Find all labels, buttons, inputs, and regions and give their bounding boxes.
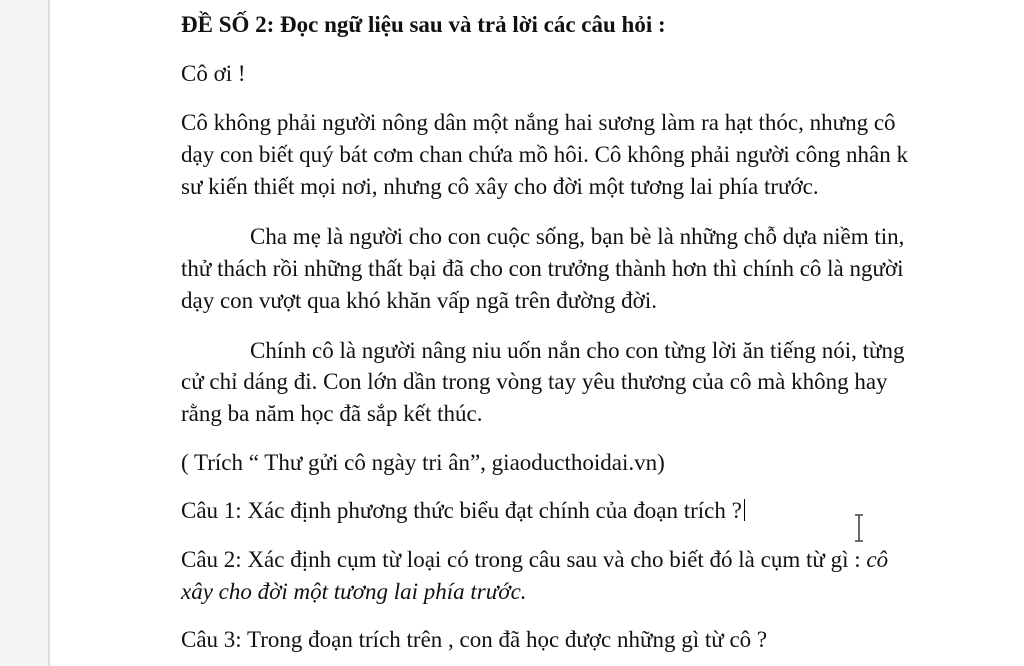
question-1 <box>181 495 745 526</box>
question-3: Câu 3: Trong đoạn trích trên , con đã học được những gì từ cô ? <box>181 627 768 652</box>
question-2-line1 <box>181 544 888 575</box>
page-edge <box>48 0 50 666</box>
question-1-text: Câu 1: Xác định phương thức biểu đạt chính của đoạn trích ? <box>181 498 742 523</box>
paragraph1-line3: sư kiến thiết mọi nơi, nhưng cô xây cho đời một tương lai phía trước. <box>181 174 819 199</box>
ibeam-cursor-icon <box>853 514 865 542</box>
paragraph3-line3: rằng ba năm học đã sắp kết thúc. <box>181 401 483 426</box>
greeting: Cô ơi ! <box>181 61 246 86</box>
paragraph1-line1: Cô không phải người nông dân một nắng hai sương làm ra hạt thóc, nhưng cô <box>181 110 896 135</box>
exam-title: ĐỀ SỐ 2: Đọc ngữ liệu sau và trả lời các câu hỏi : <box>181 12 666 37</box>
question-2-text: Câu 2: Xác định cụm từ loại có trong câu sau và cho biết đó là cụm từ gì : <box>181 547 867 572</box>
citation: ( Trích “ Thư gửi cô ngày tri ân”, giaoducthoidai.vn) <box>181 450 665 475</box>
text-caret <box>744 499 745 521</box>
paragraph2-line1: Cha mẹ là người cho con cuộc sống, bạn bè là những chỗ dựa niềm tin, <box>250 224 905 249</box>
question-2-quote-start: cô <box>866 547 889 572</box>
paragraph2-line2: thử thách rồi những thất bại đã cho con trưởng thành hơn thì chính cô là người <box>181 256 904 281</box>
paragraph3-line2: cử chỉ dáng đi. Con lớn dần trong vòng tay yêu thương của cô mà không hay <box>181 369 888 394</box>
question-2-quote: xây cho đời một tương lai phía trước. <box>181 579 527 604</box>
paragraph1-line2: dạy con biết quý bát cơm chan chứa mồ hôi. Cô không phải người công nhân k <box>181 142 908 167</box>
paragraph2-line3: dạy con vượt qua khó khăn vấp ngã trên đường đời. <box>181 288 657 313</box>
paragraph3-line1: Chính cô là người nâng niu uốn nắn cho con từng lời ăn tiếng nói, từng <box>250 338 905 363</box>
left-gutter <box>0 0 48 666</box>
